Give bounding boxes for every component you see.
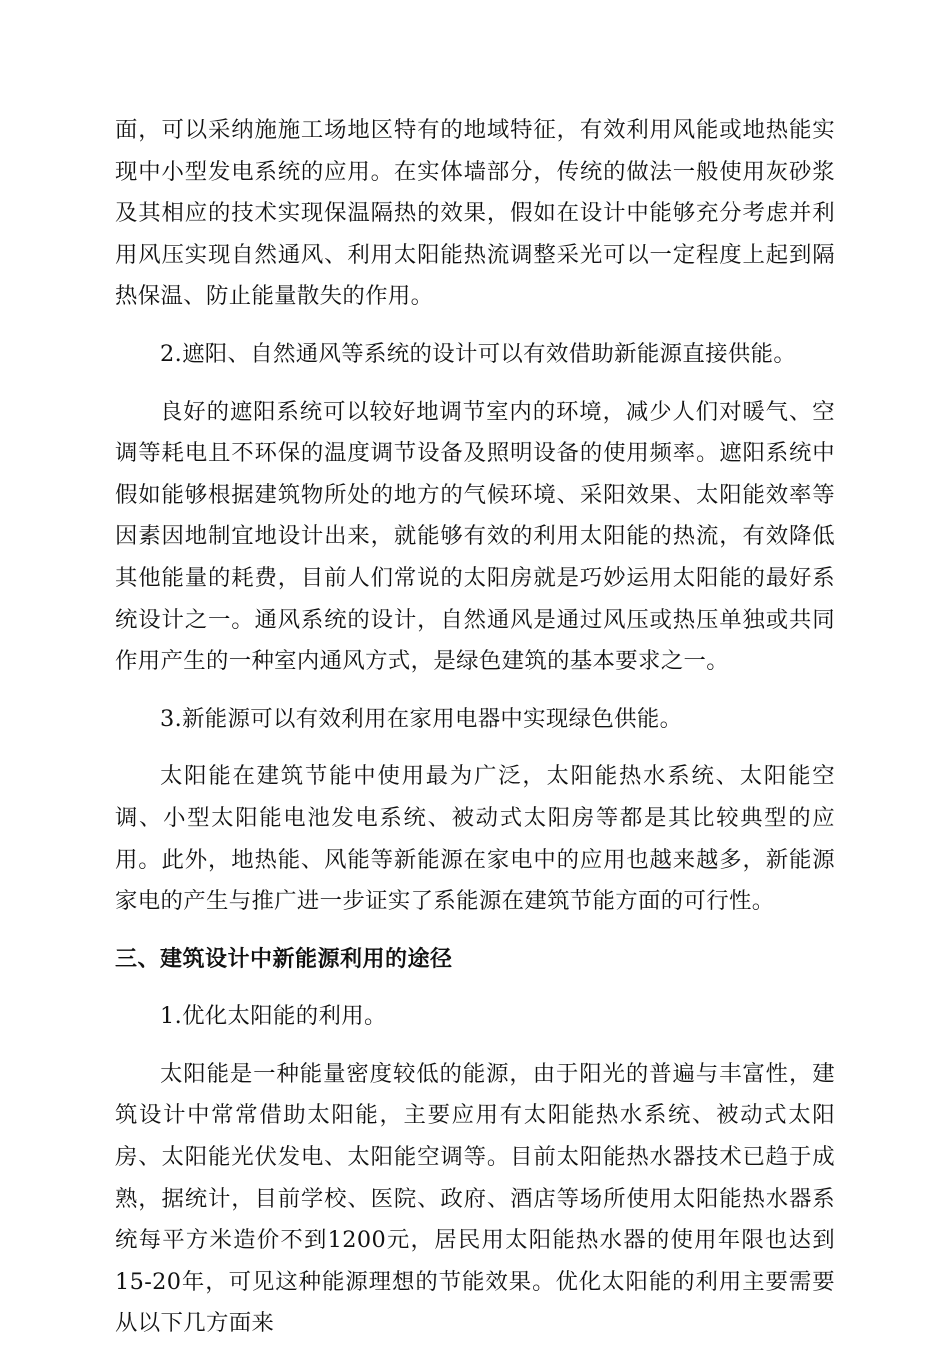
section-heading: 三、建筑设计中新能源利用的途径: [115, 946, 453, 972]
paragraph-solar-optimization: 太阳能是一种能量密度较低的能源，由于阳光的普遍与丰富性，建筑设计中常常借助太阳能，主要应用有太阳能热水系统、被动式太阳房、太阳能光伏发电、太阳能空调等。目前太阳能热水器技术已趋于成熟，据统计，目前学校、医院、政府、酒店等场所使用太阳能热水器系统每平方米造价不到1200元，居民用太阳能热水器的使用年限也达到15-20年，可见这种能源理想的节能效果。优化太阳能的利用主要需要从以下几方面来: [115, 1060, 835, 1337]
list-item-1: 1.优化太阳能的利用。: [160, 1003, 387, 1030]
list-item-3: 3.新能源可以有效利用在家用电器中实现绿色供能。: [160, 705, 683, 732]
document-page: [115, 110, 835, 1345]
list-item-2: 2.遮阳、自然通风等系统的设计可以有效借助新能源直接供能。: [160, 340, 797, 367]
paragraph-continued: 面，可以采纳施施工场地区特有的地域特征，有效利用风能或地热能实现中小型发电系统的应用。在实体墙部分，传统的做法一般使用灰砂浆及其相应的技术实现保温隔热的效果，假如在设计中能够充分考虑并利用风压实现自然通风、利用太阳能热流调整采光可以一定程度上起到隔热保温、防止能量散失的作用。: [115, 117, 835, 310]
paragraph-shading-system: 良好的遮阳系统可以较好地调节室内的环境，减少人们对暖气、空调等耗电且不环保的温度调节设备及照明设备的使用频率。遮阳系统中假如能够根据建筑物所处的地方的气候环境、采阳效果、太阳能效率等因素因地制宜地设计出来，就能够有效的利用太阳能的热流，有效降低其他能量的耗费，目前人们常说的太阳房就是巧妙运用太阳能的最好系统设计之一。通风系统的设计，自然通风是通过风压或热压单独或共同作用产生的一种室内通风方式，是绿色建筑的基本要求之一。: [115, 398, 835, 675]
paragraph-solar-appliances: 太阳能在建筑节能中使用最为广泛，太阳能热水系统、太阳能空调、小型太阳能电池发电系统、被动式太阳房等都是其比较典型的应用。此外，地热能、风能等新能源在家电中的应用也越来越多，新能源家电的产生与推广进一步证实了系能源在建筑节能方面的可行性。: [115, 763, 835, 915]
